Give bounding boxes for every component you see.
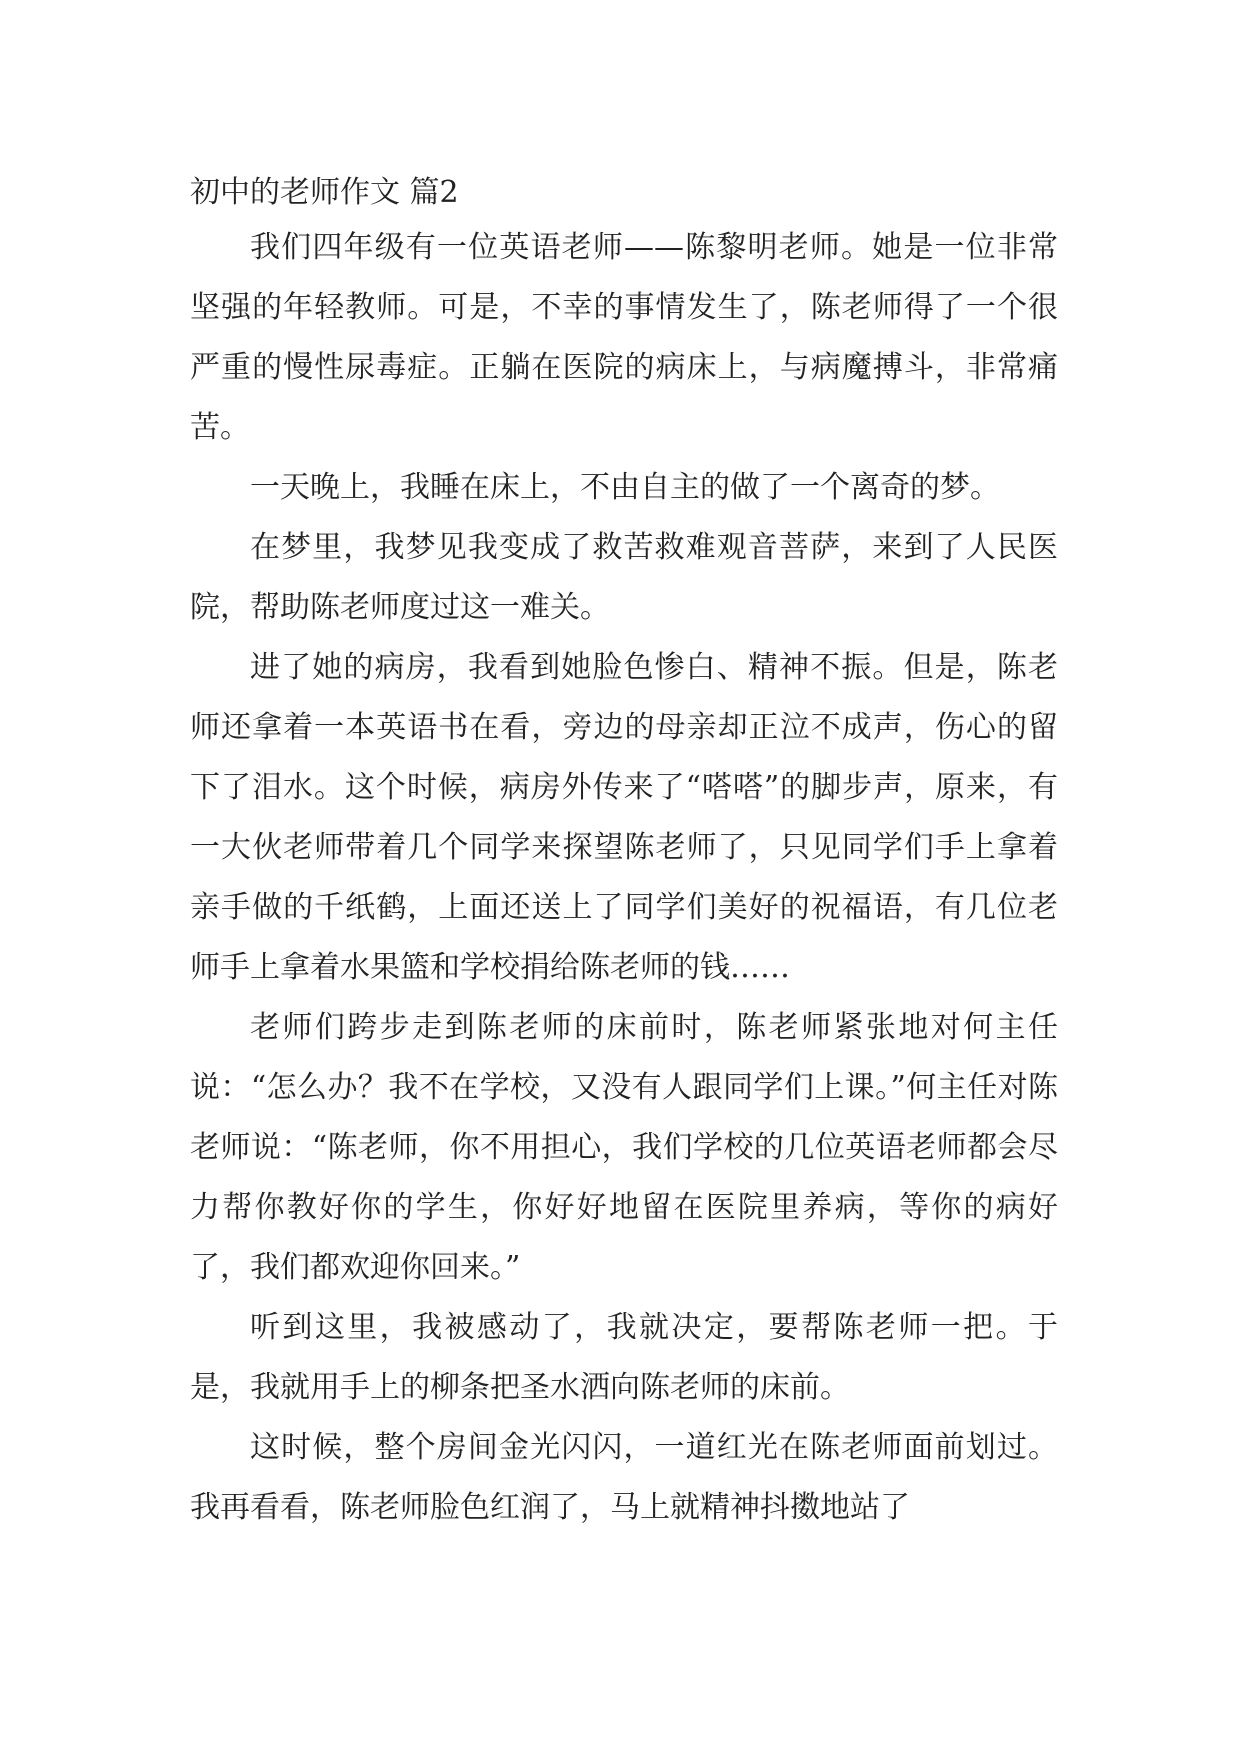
paragraph-3: 在梦里，我梦见我变成了救苦救难观音菩萨，来到了人民医院，帮助陈老师度过这一难关。 <box>190 530 1058 625</box>
paragraph-5: 老师们跨步走到陈老师的床前时，陈老师紧张地对何主任说：“怎么办？我不在学校，又没有人跟同学们上课。”何主任对陈老师说：“陈老师，你不用担心，我们学校的几位英语老师都会尽力帮你教好你的学生，你好好地留在医院里养病，等你的病好了，我们都欢迎你回来。” <box>190 1010 1058 1285</box>
paragraph-6: 听到这里，我被感动了，我就决定，要帮陈老师一把。于是，我就用手上的柳条把圣水洒向陈老师的床前。 <box>190 1310 1058 1405</box>
paragraph-1: 我们四年级有一位英语老师——陈黎明老师。她是一位非常坚强的年轻教师。可是，不幸的事情发生了，陈老师得了一个很严重的慢性尿毒症。正躺在医院的病床上，与病魔搏斗，非常痛苦。 <box>190 230 1058 445</box>
document-title: 初中的老师作文 篇2 <box>190 175 459 210</box>
paragraph-2: 一天晚上，我睡在床上，不由自主的做了一个离奇的梦。 <box>250 470 1000 505</box>
document-body <box>190 168 1058 1538</box>
paragraph-4: 进了她的病房，我看到她脸色惨白、精神不振。但是，陈老师还拿着一本英语书在看，旁边的母亲却正泣不成声，伤心的留下了泪水。这个时候，病房外传来了“嗒嗒”的脚步声，原来，有一大伙老师带着几个同学来探望陈老师了，只见同学们手上拿着亲手做的千纸鹤，上面还送上了同学们美好的祝福语，有几位老师手上拿着水果篮和学校捐给陈老师的钱…… <box>190 650 1058 985</box>
paragraph-7: 这时候，整个房间金光闪闪，一道红光在陈老师面前划过。我再看看，陈老师脸色红润了，马上就精神抖擞地站了 <box>190 1430 1058 1525</box>
